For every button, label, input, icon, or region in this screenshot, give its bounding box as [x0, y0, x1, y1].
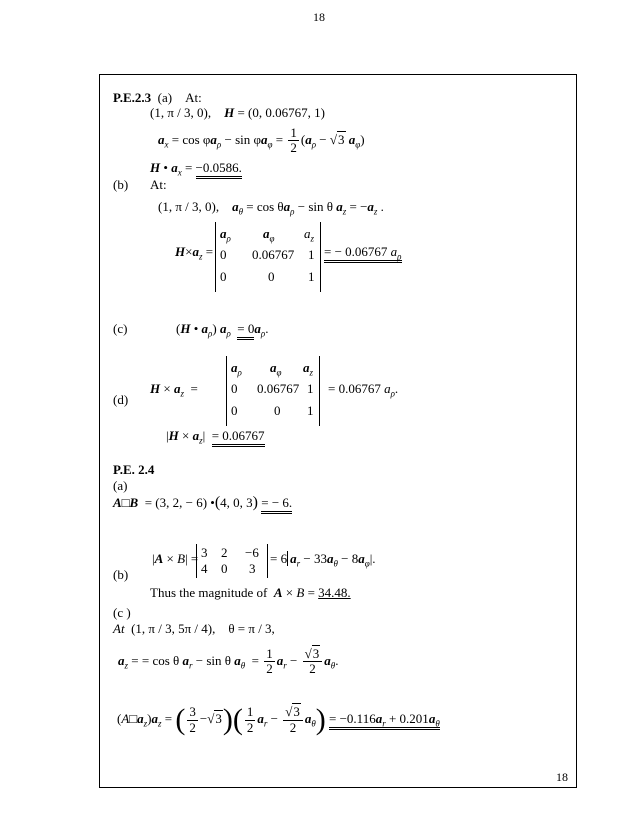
pe23-b-lhs: $H\times a_z$ = — [175, 244, 214, 262]
det-cell: 0.06767 — [252, 247, 295, 262]
pe24-b-lhs: |A × B| = — [152, 551, 199, 566]
det-cell: 1 — [308, 269, 315, 284]
pe23-b-at: At: — [150, 177, 167, 192]
pe24-a-part: (a) — [113, 478, 128, 493]
det-cell: 1 — [308, 247, 315, 262]
det-cell: $a_z$ — [304, 226, 315, 244]
det-cell: 0.06767 — [257, 381, 300, 396]
pe24-b-thus: Thus the magnitude of A × B = 34.48. — [150, 585, 351, 600]
pe23-d-result: = 0.06767 $a_\rho$. — [328, 381, 399, 399]
det-cell: 0 — [231, 403, 238, 418]
det-cell: $a_z$ — [303, 360, 314, 378]
det-cell: 0 — [221, 561, 228, 576]
pe24-c-final: $(A□a_z)a_z$ = ( $\frac{3}{2}$ −√3)( $\frac{1}{2}$ $a_r$ − $\frac{√3}{2}$ $a_\theta) = -0.116a_r + 0.201a_\theta$ — [117, 703, 440, 736]
det-cell: 2 — [221, 545, 228, 560]
det-cell: 3 — [201, 545, 208, 560]
det-cell: 4 — [201, 561, 208, 576]
pe24-c-at: At (1, π / 3, 5π / 4), θ = π / 3, — [113, 621, 275, 636]
pe23-a-point: (1, π / 3, 0), H = (0, 0.06767, 1) — [150, 105, 325, 120]
pe23-b-result: = − 0.06767 $a_\rho$ — [324, 244, 402, 262]
pe23-b-point: (1, π / 3, 0), $a_\theta = \cos \theta a_\rho - \sin \theta$ $a_z = -a_z$ . — [158, 199, 384, 217]
pe24-b-part: (b) — [113, 567, 129, 582]
det-cell: 0 — [220, 247, 227, 262]
pe23-b-part: (b) — [113, 177, 129, 192]
page-number-top: 18 — [313, 10, 325, 24]
det-cell: −6 — [245, 545, 259, 560]
pe24-c-part: (c ) — [113, 605, 131, 620]
pe24-a-expr: A□B = (3, 2, − 6) •(4, 0, 3) = − 6. — [113, 494, 292, 512]
pe23-d-determinant — [226, 356, 320, 426]
det-cell: 0 — [268, 269, 275, 284]
pe24-b-result: = 6 $a_r - 33a_\theta - 8a_\varphi|$. — [270, 551, 376, 569]
pe23-d-lhs: $H \times a_z$ = — [150, 381, 198, 399]
pe24-b-determinant — [196, 544, 268, 578]
page-number-bottom: 18 — [556, 770, 568, 784]
pe23-a-ax-expr: $a_x = \cos \varphi a_\rho - \sin \varphi a_\varphi$ = $\frac{1}{2}$ ($a_\rho - √3$ $a_\varphi$) — [158, 125, 365, 156]
det-cell: 0 — [274, 403, 281, 418]
pe23-a-dot: H • $a_x = -0.0586$. — [150, 160, 242, 178]
det-cell: 0 — [220, 269, 227, 284]
pe23-c-expr: (H • $a_\rho$) $a_\rho = 0a_\rho$. — [176, 321, 269, 339]
det-cell: 3 — [249, 561, 256, 576]
pe23-c-part: (c) — [113, 321, 128, 336]
pe23-b-determinant — [215, 222, 321, 292]
det-cell: $a_\varphi$ — [270, 360, 282, 378]
pe23-heading: P.E.2.3 (a) At: — [113, 90, 202, 105]
det-cell: 1 — [307, 403, 314, 418]
det-cell: 0 — [231, 381, 238, 396]
pe23-d-magnitude: $|H \times a_z| = 0.06767$ — [166, 428, 265, 446]
pe24-heading: P.E. 2.4 — [113, 462, 155, 477]
det-cell: $a_\varphi$ — [263, 226, 275, 244]
det-cell: $a_\rho$ — [220, 226, 231, 244]
det-cell: 1 — [307, 381, 314, 396]
pe24-c-az: $a_z$ = = cos θ $a_r - \sin \theta$ $a_\theta$ = $\frac{1}{2}$ $a_r$ − $\frac{√3}{2}$ $a_\theta$. — [118, 646, 339, 677]
pe23-d-part: (d) — [113, 392, 129, 407]
det-cell: $a_\rho$ — [231, 360, 242, 378]
